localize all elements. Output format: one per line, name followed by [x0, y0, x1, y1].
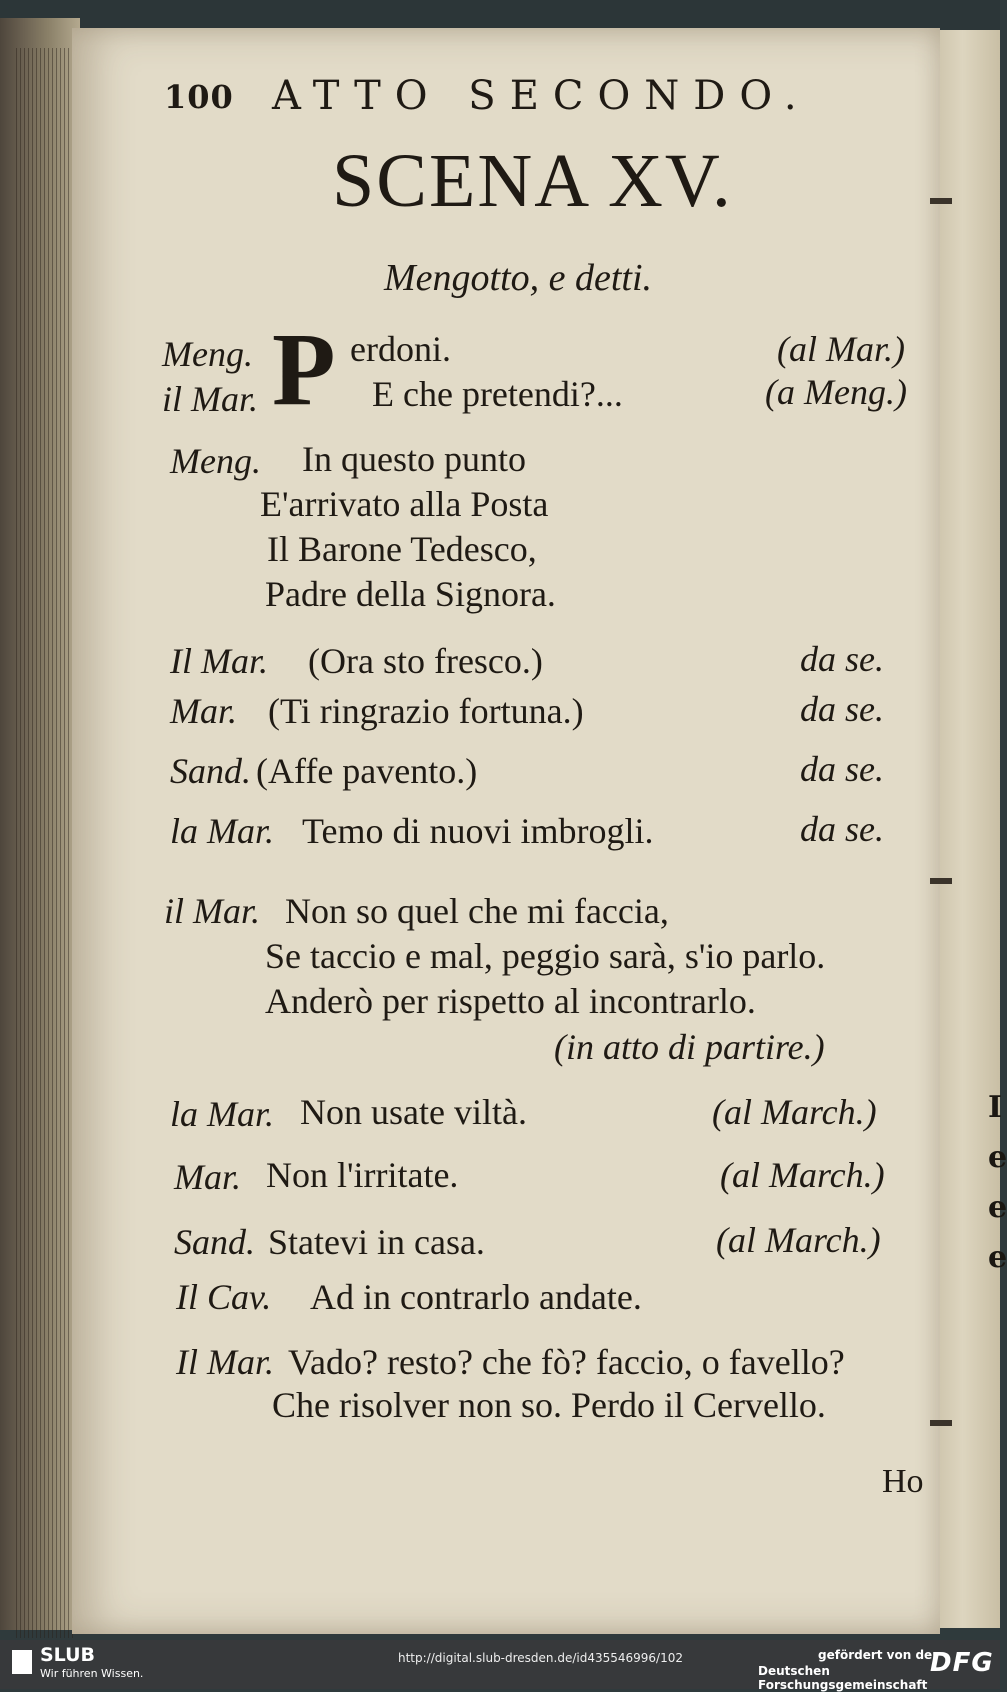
funding-line-1: gefördert von der	[818, 1648, 939, 1662]
line-text: In questo punto	[302, 439, 526, 479]
speaker: Il Mar.	[170, 641, 268, 681]
line-text: Se taccio e mal, peggio sarà, s'io parlo.	[265, 936, 826, 976]
dfg-logo: DFG	[930, 1648, 994, 1678]
bleed-glyph: e	[988, 1140, 1007, 1175]
stage-direction: (al March.)	[712, 1092, 877, 1132]
line-text: Temo di nuovi imbrogli.	[302, 811, 654, 851]
speaker: il Mar.	[164, 891, 261, 931]
line-text: (Affe pavento.)	[256, 751, 478, 791]
page-edge-lines	[16, 48, 74, 1638]
speaker: la Mar.	[170, 811, 275, 851]
line-text: E che pretendi?...	[372, 374, 623, 414]
page-number: 100	[164, 78, 234, 116]
bleed-glyph: e	[988, 1190, 1007, 1225]
line-text: Padre della Signora.	[265, 574, 556, 614]
running-head: ATTO SECONDO.	[272, 73, 811, 119]
line-text: Che risolver non so. Perdo il Cervello.	[272, 1385, 826, 1425]
stage-direction: (al March.)	[716, 1220, 881, 1260]
stage-direction: (a Meng.)	[765, 372, 907, 412]
speaker: Mar.	[174, 1157, 242, 1197]
line-text: Anderò per rispetto al incontrarlo.	[265, 981, 756, 1021]
stage-direction: (al March.)	[720, 1155, 885, 1195]
line-text: Ad in contrarlo andate.	[310, 1277, 642, 1317]
bleed-glyph: I	[988, 1090, 1003, 1125]
speaker: Mar.	[170, 691, 238, 731]
binding-thread	[930, 1420, 952, 1426]
line-text: Il Barone Tedesco,	[267, 529, 537, 569]
source-url-link[interactable]: http://digital.slub-dresden.de/id435546996/102	[398, 1651, 684, 1665]
line-text: Non l'irritate.	[266, 1155, 459, 1195]
viewer-footer	[0, 1640, 1000, 1692]
library-name: SLUB	[40, 1644, 96, 1666]
line-text: Statevi in casa.	[268, 1222, 485, 1262]
slub-logo-icon	[12, 1650, 32, 1674]
line-text: Non so quel che mi faccia,	[285, 891, 669, 931]
book-page-edges	[0, 18, 80, 1630]
speaker: Il Cav.	[176, 1277, 272, 1317]
line-text: E'arrivato alla Posta	[260, 484, 549, 524]
stage-direction: (al Mar.)	[777, 329, 905, 369]
next-page-edge	[938, 30, 1007, 1628]
scene-characters: Mengotto, e detti.	[384, 257, 653, 299]
line-text: (Ora sto fresco.)	[308, 641, 543, 681]
speaker: Sand.	[170, 751, 251, 791]
line-text: Non usate viltà.	[300, 1092, 527, 1132]
scene-title: SCENA XV.	[332, 139, 733, 223]
binding-thread	[930, 198, 952, 204]
speaker: Il Mar.	[176, 1342, 274, 1382]
drop-cap: P	[272, 312, 336, 427]
stage-direction: da se.	[800, 689, 884, 729]
speaker: la Mar.	[170, 1094, 275, 1134]
stage-direction: da se.	[800, 809, 884, 849]
stage-direction: (in atto di partire.)	[554, 1027, 825, 1067]
speaker: Sand.	[174, 1222, 255, 1262]
speaker: il Mar.	[162, 379, 259, 419]
speaker: Meng.	[162, 334, 253, 374]
stage-direction: da se.	[800, 749, 884, 789]
speaker: Meng.	[170, 441, 261, 481]
binding-thread	[930, 878, 952, 884]
scan-top-border	[0, 0, 1000, 30]
funding-line-2: Deutschen Forschungsgemeinschaft	[758, 1664, 928, 1692]
bleed-glyph: e	[988, 1240, 1007, 1275]
line-text: Vado? resto? che fò? faccio, o favello?	[288, 1342, 845, 1382]
stage-direction: da se.	[800, 639, 884, 679]
catchword: Ho	[882, 1463, 924, 1500]
line-text: (Ti ringrazio fortuna.)	[268, 691, 584, 731]
line-text: erdoni.	[350, 329, 451, 369]
book-page	[72, 28, 940, 1634]
library-tagline: Wir führen Wissen.	[40, 1667, 144, 1680]
